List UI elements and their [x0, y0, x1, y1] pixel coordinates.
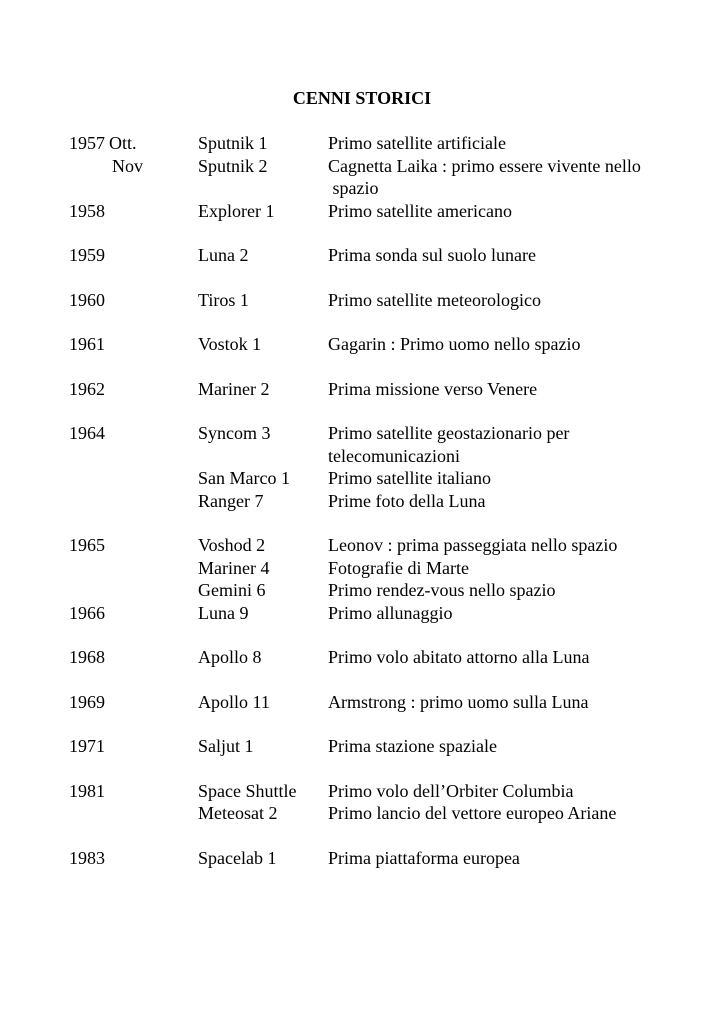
mission-name: Syncom 3	[198, 423, 271, 443]
year: 1966	[69, 602, 105, 623]
page-title	[0, 87, 724, 109]
list-item	[0, 132, 724, 155]
mission-description: Primo volo dell’Orbiter Columbia	[328, 780, 574, 801]
mission-name: Voshod 2	[198, 535, 266, 555]
mission-description: telecomunicazioni	[328, 445, 460, 466]
mission-description: Primo satellite meteorologico	[328, 289, 541, 310]
mission-description: Primo allunaggio	[328, 602, 453, 623]
mission-description: Primo volo abitato attorno alla Luna	[328, 647, 590, 667]
mission-name: Luna 9	[198, 602, 249, 623]
list-item	[0, 467, 724, 490]
mission-description: Prima piattaforma europea	[328, 847, 520, 868]
list-item	[0, 602, 724, 625]
year: 1971	[69, 736, 105, 756]
year: 1959	[69, 245, 105, 265]
list-item	[0, 289, 724, 312]
list-item	[0, 735, 724, 758]
mission-name: Space Shuttle	[198, 780, 297, 801]
mission-description: Primo satellite geostazionario per	[328, 423, 570, 443]
mission-name: Explorer 1	[198, 200, 275, 221]
month: Nov	[112, 155, 143, 176]
list-item	[0, 244, 724, 267]
mission-description: Fotografie di Marte	[328, 557, 469, 578]
mission-description: Primo rendez-vous nello spazio	[328, 580, 556, 600]
year: 1965	[69, 535, 105, 555]
mission-name: Vostok 1	[198, 334, 262, 354]
mission-name: Luna 2	[198, 245, 249, 265]
list-item	[0, 557, 724, 580]
mission-name: Gemini 6	[198, 580, 266, 600]
list-item	[0, 780, 724, 803]
list-item	[0, 847, 724, 870]
year: 1983	[69, 847, 105, 868]
year: 1957	[69, 133, 105, 153]
mission-name: Mariner 2	[198, 378, 270, 399]
mission-name: Saljut 1	[198, 736, 254, 756]
list-item	[0, 333, 724, 356]
list-item	[0, 579, 724, 602]
history-list	[0, 132, 724, 869]
mission-description: Primo satellite artificiale	[328, 133, 506, 153]
mission-description: spazio	[328, 178, 379, 198]
mission-name: Sputnik 2	[198, 155, 268, 176]
mission-name: Tiros 1	[198, 289, 249, 310]
year: 1969	[69, 691, 105, 712]
year: 1960	[69, 289, 105, 310]
list-item	[0, 691, 724, 714]
list-item	[0, 534, 724, 557]
year: 1961	[69, 334, 105, 354]
mission-name: Meteosat 2	[198, 803, 278, 823]
mission-description: Prima sonda sul suolo lunare	[328, 245, 536, 265]
mission-description: Armstrong : primo uomo sulla Luna	[328, 691, 589, 712]
list-item	[0, 378, 724, 401]
mission-name: Spacelab 1	[198, 847, 277, 868]
mission-description: Prima stazione spaziale	[328, 736, 497, 756]
mission-name: San Marco 1	[198, 468, 290, 488]
mission-description: Leonov : prima passeggiata nello spazio	[328, 535, 618, 555]
mission-name: Apollo 11	[198, 691, 270, 712]
mission-name: Ranger 7	[198, 490, 264, 511]
list-item	[0, 490, 724, 513]
year: 1968	[69, 647, 105, 667]
year: 1964	[69, 423, 105, 443]
mission-name: Sputnik 1	[198, 133, 268, 153]
year: 1981	[69, 780, 105, 801]
mission-description: Prime foto della Luna	[328, 490, 486, 511]
mission-description: Primo satellite italiano	[328, 468, 491, 488]
mission-description: Prima missione verso Venere	[328, 378, 538, 399]
mission-description: Cagnetta Laika : primo essere vivente nello	[328, 155, 641, 176]
list-item	[0, 177, 724, 200]
page-title-text: CENNI STORICI	[292, 88, 432, 108]
year: 1962	[69, 378, 105, 399]
list-item	[0, 422, 724, 445]
mission-name: Apollo 8	[198, 647, 262, 667]
mission-description: Primo lancio del vettore europeo Ariane	[328, 803, 617, 823]
mission-description: Primo satellite americano	[328, 200, 512, 221]
list-item	[0, 802, 724, 825]
list-item	[0, 646, 724, 669]
list-item	[0, 200, 724, 223]
list-item	[0, 155, 724, 178]
month: Ott.	[109, 133, 137, 153]
mission-description: Gagarin : Primo uomo nello spazio	[328, 334, 581, 354]
list-item	[0, 445, 724, 468]
mission-name: Mariner 4	[198, 557, 270, 578]
year: 1958	[69, 200, 105, 221]
